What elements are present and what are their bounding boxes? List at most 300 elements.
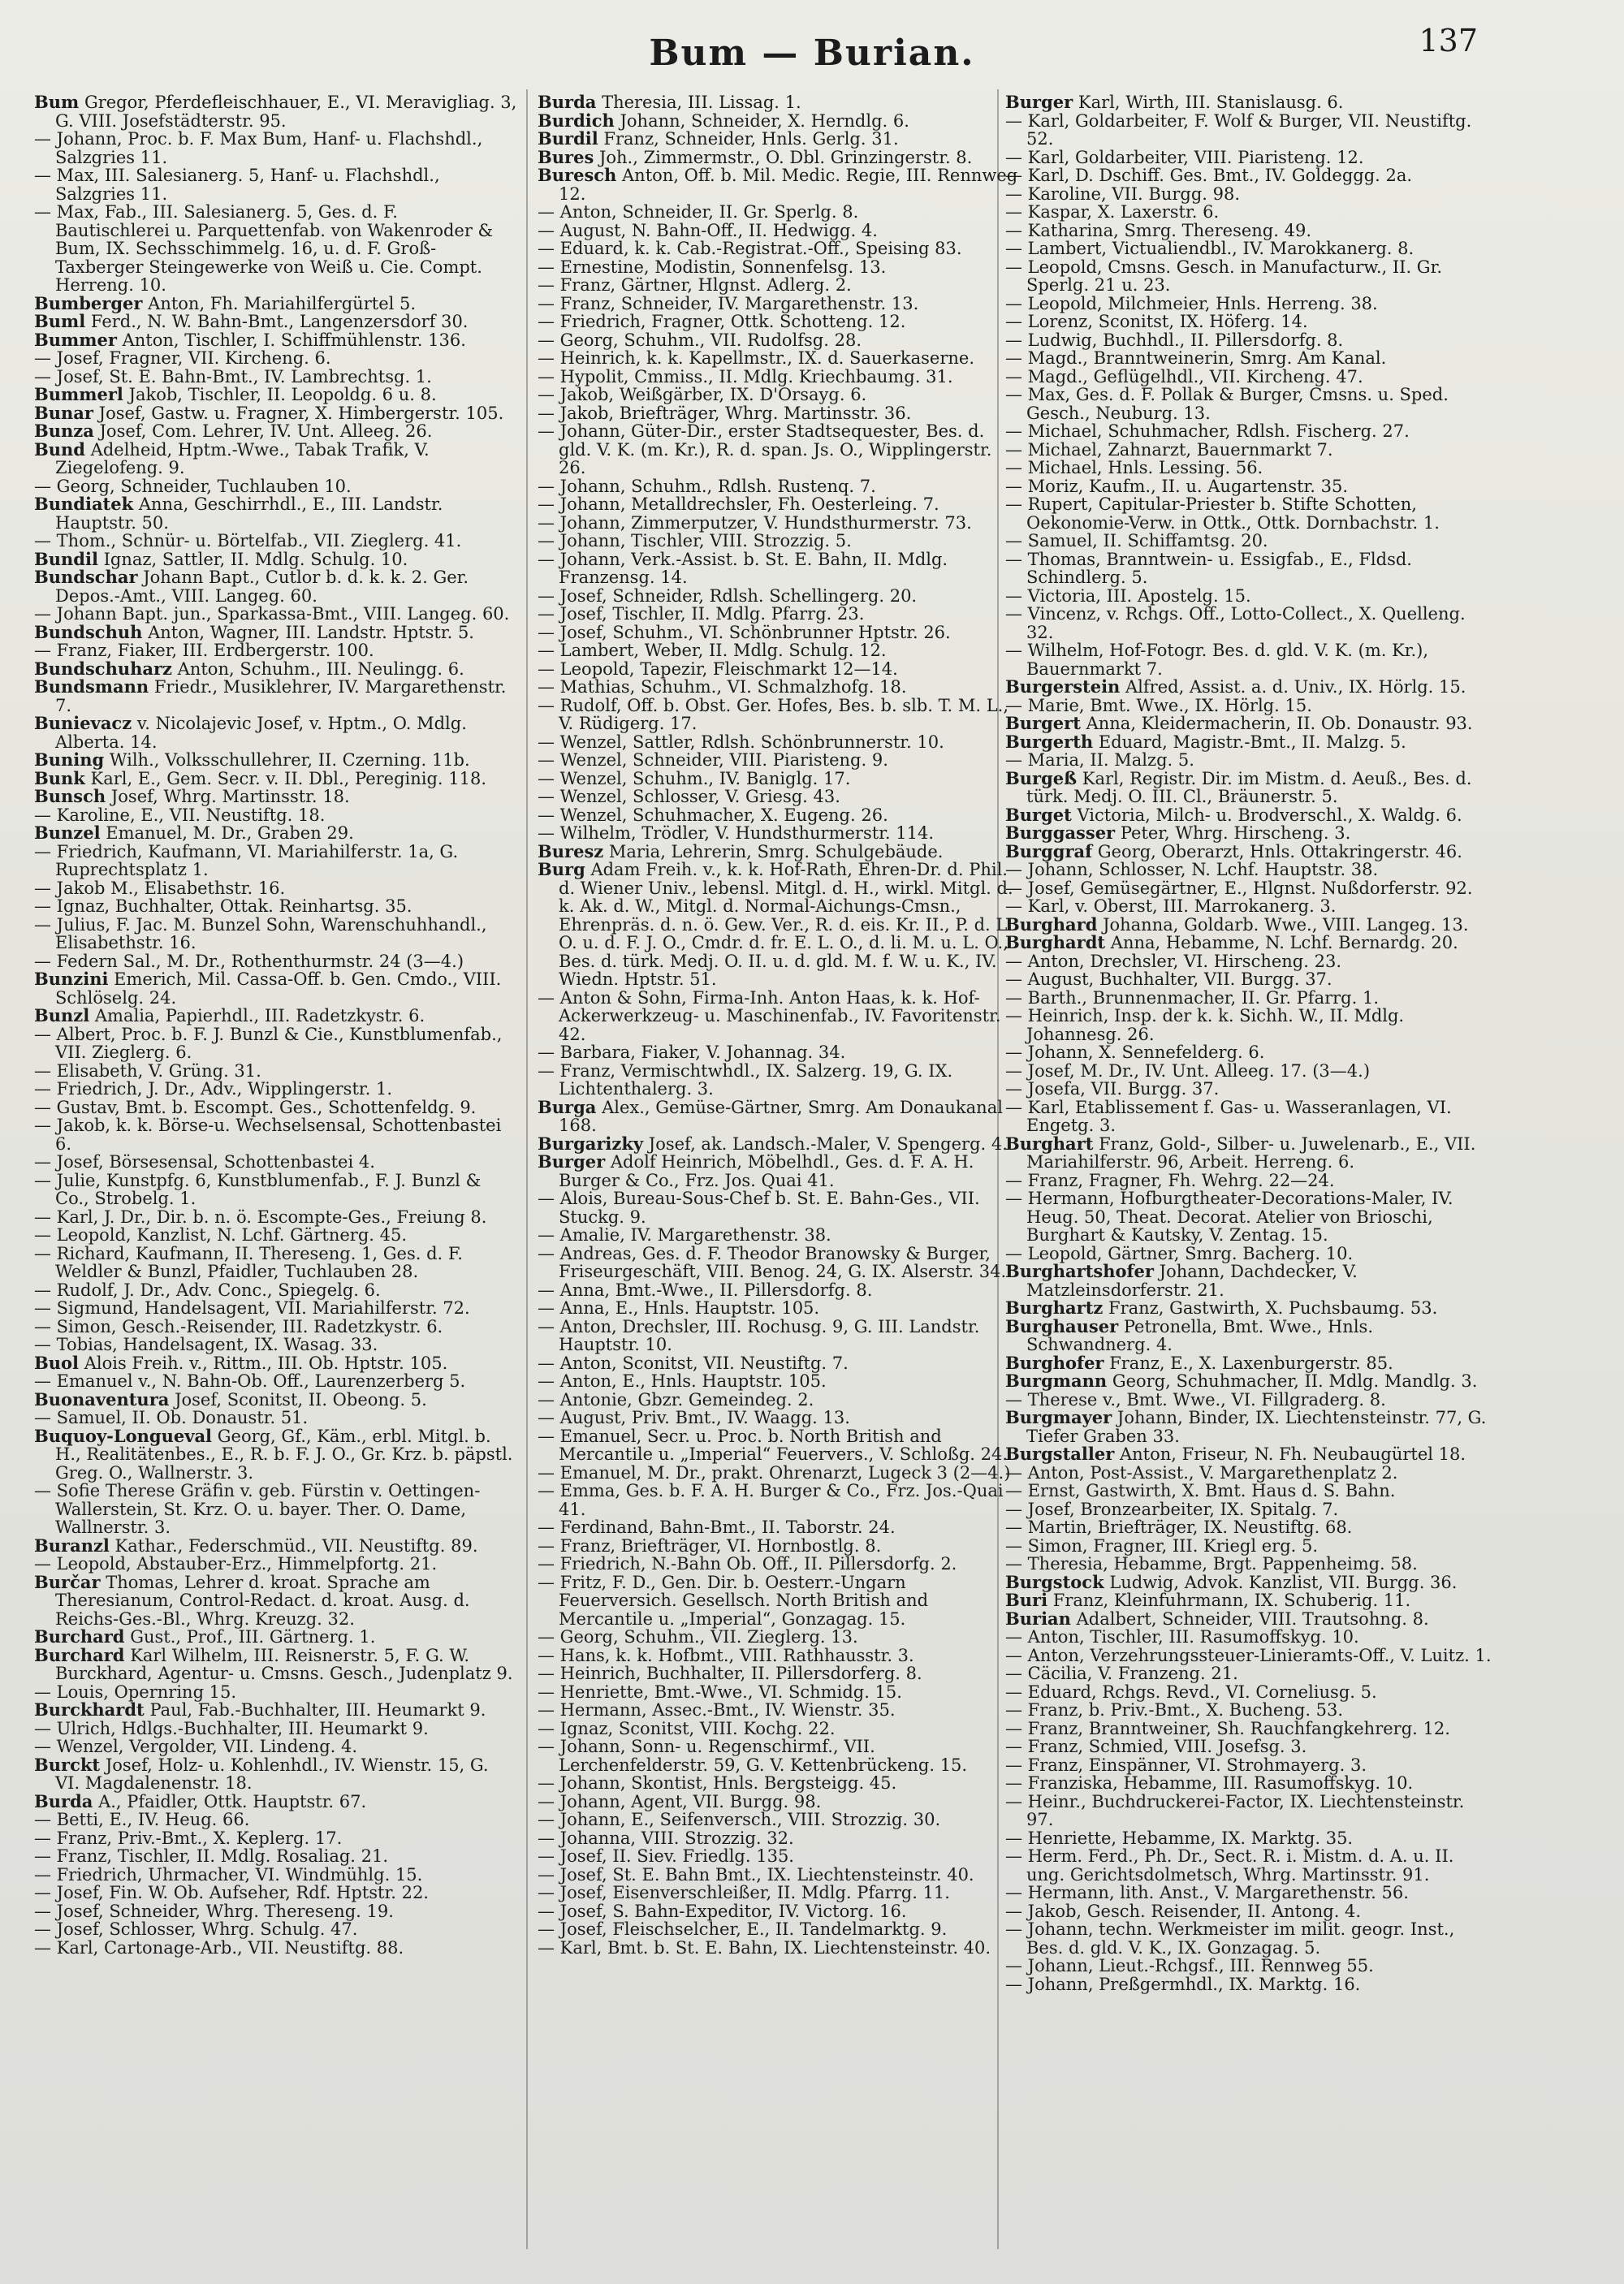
entry-text: — Leopold, Tapezir, Fleischmarkt 12—14. — [538, 658, 898, 679]
entry-text: — Samuel, II. Schiffamtsg. 20. — [1005, 531, 1268, 550]
directory-entry — [1005, 313, 1492, 331]
directory-entry — [34, 313, 517, 331]
directory-entry — [1005, 368, 1492, 386]
entry-text: — August, N. Bahn-Off., II. Hedwigg. 4. — [538, 220, 878, 240]
entry-text: — Herm. Ferd., Ph. Dr., Sect. R. i. Mistm. d. A. u. II. ung. Gerichtsdolmetsch, Whrg. Martinsstr. 91. — [1005, 1846, 1454, 1885]
entry-text: Karl, E., Gem. Secr. v. II. Dbl., Pereginig. 118. — [90, 768, 487, 788]
entry-surname: Buml — [34, 311, 86, 331]
entry-surname: Bunievacz — [34, 713, 132, 733]
directory-entry — [34, 751, 517, 770]
directory-entry — [34, 1683, 517, 1702]
entry-surname: Bunzel — [34, 822, 101, 843]
directory-entry — [1005, 1189, 1492, 1245]
directory-entry — [538, 1738, 1021, 1774]
entry-text: — Franz, Einspänner, VI. Strohmayerg. 3. — [1005, 1755, 1367, 1775]
entry-text: — Victoria, III. Apostelg. 15. — [1005, 585, 1251, 606]
entry-text: Alex., Gemüse-Gärtner, Smrg. Am Donaukanal 168. — [559, 1097, 1003, 1135]
directory-entry — [538, 368, 1021, 386]
directory-entry — [1005, 1172, 1492, 1190]
entry-text: — Michael, Schuhmacher, Rdlsh. Fischerg. 27. — [1005, 421, 1410, 441]
entry-surname: Burghauser — [1005, 1315, 1119, 1336]
directory-entry — [1005, 897, 1492, 916]
directory-entry — [1005, 1043, 1492, 1062]
directory-entry — [538, 1537, 1021, 1556]
directory-entry — [538, 1135, 1021, 1154]
directory-entry — [34, 1644, 517, 1683]
entry-text: — Jakob, Briefträger, Whrg. Martinsstr. 36. — [538, 403, 912, 423]
directory-entry — [1005, 840, 1492, 861]
entry-surname: Buresz — [538, 840, 604, 861]
entry-text: — Julius, F. Jac. M. Bunzel Sohn, Warenschuhhandl., Elisabethstr. 16. — [34, 914, 487, 952]
entry-text: Alfred, Assist. a. d. Univ., IX. Hörlg. 15. — [1125, 677, 1466, 697]
entry-text: Adolf Heinrich, Möbelhdl., Ges. d. F. A. H. Burger & Co., Frz. Jos. Quai 41. — [559, 1152, 974, 1190]
directory-entry — [34, 404, 517, 423]
directory-entry — [34, 1299, 517, 1318]
entry-text: — Johann, Tischler, VIII. Strozzig. 5. — [538, 531, 852, 550]
directory-entry — [538, 770, 1021, 788]
directory-entry — [538, 1096, 1021, 1135]
directory-entry — [1005, 1847, 1492, 1884]
entry-text: Josef, Holz- u. Kohlenhdl., IV. Wienstr. 15, G. VI. Magdalenenstr. 18. — [55, 1755, 489, 1793]
entry-text: — Anna, E., Hnls. Hauptstr. 105. — [538, 1298, 820, 1318]
directory-entry — [34, 806, 517, 825]
entry-text: — Georg, Schuhm., VII. Rudolfsg. 28. — [538, 330, 862, 350]
directory-entry — [538, 1482, 1021, 1518]
entry-surname: Bunar — [34, 402, 93, 423]
directory-entry — [1005, 185, 1492, 204]
directory-entry — [538, 989, 1021, 1044]
entry-surname: Burghofer — [1005, 1352, 1104, 1373]
directory-entry — [34, 1701, 517, 1720]
directory-entry — [1005, 824, 1492, 843]
directory-entry — [538, 1062, 1021, 1099]
entry-text: — Franz, Schneider, IV. Margarethenstr. 13. — [538, 293, 919, 313]
directory-entry — [34, 1902, 517, 1921]
entry-text: Josef, Sconitst, II. Obeong. 5. — [175, 1389, 427, 1410]
directory-entry — [1005, 1445, 1492, 1464]
directory-entry — [34, 1208, 517, 1227]
entry-text: — Josef, Schneider, Whrg. Thereseng. 19. — [34, 1901, 394, 1921]
entry-text: — Katharina, Smrg. Thereseng. 49. — [1005, 220, 1311, 240]
directory-entry — [1005, 203, 1492, 222]
entry-text: — Josef, Fleischselcher, E., II. Tandelmarktg. 9. — [538, 1919, 948, 1939]
entry-surname: Buol — [34, 1352, 80, 1373]
entry-surname: Burian — [1005, 1608, 1071, 1629]
directory-entry — [1005, 767, 1492, 806]
entry-text: Anton, Friseur, N. Fh. Neubaugürtel 18. — [1119, 1444, 1466, 1464]
directory-entry — [538, 532, 1021, 550]
entry-text: — Max, III. Salesianerg. 5, Hanf- u. Flachshdl., Salzgries 11. — [34, 166, 440, 204]
entry-text: — Amalie, IV. Margarethenstr. 38. — [538, 1225, 831, 1245]
directory-entry — [1005, 1610, 1492, 1629]
entry-text: Petronella, Bmt. Wwe., Hnls. Schwandnerg. 4. — [1026, 1316, 1373, 1354]
entry-text: Emanuel, M. Dr., Graben 29. — [106, 823, 354, 843]
entry-text: Jakob, Tischler, II. Leopoldg. 6 u. 8. — [128, 385, 437, 404]
entry-text: — Maria, II. Malzg. 5. — [1005, 750, 1194, 770]
entry-text: Josef, Com. Lehrer, IV. Unt. Alleeg. 26. — [99, 421, 433, 441]
entry-text: — Heinrich, Buchhalter, II. Pillersdorferg. 8. — [538, 1664, 922, 1683]
entry-text: Karl, Wirth, III. Stanislausg. 6. — [1078, 93, 1344, 112]
directory-entry — [34, 93, 517, 130]
entry-surname: Buresch — [538, 165, 617, 185]
entry-text: Karl, Registr. Dir. im Mistm. d. Aeuß., Bes. d. türk. Medj. O. III. Cl., Bräunerstr. 5. — [1026, 768, 1472, 806]
directory-entry — [538, 1866, 1021, 1885]
entry-text: — Franz, Fragner, Fh. Wehrg. 22—24. — [1005, 1170, 1335, 1190]
entry-text: — Anton, Post-Assist., V. Margarethenplatz 2. — [1005, 1462, 1398, 1483]
directory-entry — [538, 495, 1021, 514]
entry-text: — Karoline, VII. Burgg. 98. — [1005, 183, 1241, 204]
directory-entry — [1005, 1957, 1492, 1975]
directory-entry — [538, 1354, 1021, 1373]
directory-entry — [1005, 222, 1492, 240]
entry-text: — Thom., Schnür- u. Börtelfab., VII. Zieglerg. 41. — [34, 531, 462, 550]
directory-entry — [34, 422, 517, 441]
entry-surname: Burda — [538, 93, 597, 112]
entry-text: Georg, Gf., Käm., erbl. Mitgl. b. H., Realitätenbes., E., R. b. F. J. O., Gr. Krz. b. päpstl. Greg. O., Wallnerstr. 3. — [55, 1426, 513, 1483]
entry-text: Anton, Wagner, III. Landstr. Hptstr. 5. — [148, 622, 474, 642]
entry-text: — Heinrich, k. k. Kapellmstr., IX. d. Sauerkaserne. — [538, 348, 975, 368]
entry-text: — August, Priv. Bmt., IV. Waagg. 13. — [538, 1408, 850, 1427]
directory-entry — [1005, 1354, 1492, 1373]
entry-text: — Emanuel v., N. Bahn-Ob. Off., Laurenzerberg 5. — [34, 1371, 466, 1391]
entry-text: — Henriette, Bmt.-Wwe., VI. Schmidg. 15. — [538, 1682, 902, 1702]
directory-entry — [1005, 112, 1492, 149]
entry-surname: Burdich — [538, 110, 615, 131]
directory-entry — [34, 438, 517, 477]
entry-text: Franz, Kleinfuhrmann, IX. Schuberig. 11. — [1052, 1591, 1411, 1610]
entry-text: — Josef, Fragner, VII. Kircheng. 6. — [34, 348, 331, 368]
entry-text: — Lambert, Victualiendbl., IV. Marokkanerg. 8. — [1005, 239, 1415, 258]
entry-text: — Albert, Proc. b. F. J. Bunzl & Cie., Kunstblumenfab., VII. Zieglerg. 6. — [34, 1024, 503, 1062]
entry-surname: Burchard — [34, 1626, 125, 1647]
entry-text: — Jakob M., Elisabethstr. 16. — [34, 878, 286, 898]
entry-text: — Franz, Priv.-Bmt., X. Keplerg. 17. — [34, 1828, 343, 1848]
directory-entry — [538, 1043, 1021, 1062]
directory-entry — [34, 166, 517, 203]
directory-entry — [34, 970, 517, 1007]
directory-entry — [538, 93, 1021, 112]
entry-text: — Josef, Gemüsegärtner, E., Hlgnst. Nußdorferstr. 92. — [1005, 878, 1473, 898]
directory-entry — [34, 788, 517, 806]
directory-entry — [1005, 1391, 1492, 1410]
directory-entry — [1005, 1409, 1492, 1445]
directory-entry — [1005, 149, 1492, 167]
entry-surname: Bunza — [34, 421, 94, 441]
entry-surname: Bundschuharz — [34, 658, 172, 679]
entry-text: — Anton & Sohn, Firma-Inh. Anton Haas, k. k. Hof-Ackerwerkzeug- u. Maschinenfab., IV. Favoritenstr. 42. — [538, 987, 1001, 1044]
directory-entry — [34, 1281, 517, 1300]
entry-surname: Burgmann — [1005, 1371, 1108, 1391]
entry-text: — Simon, Gesch.-Reisender, III. Radetzkystr. 6. — [34, 1316, 443, 1336]
column-1 — [34, 93, 517, 2253]
directory-entry — [1005, 1683, 1492, 1702]
entry-text: — Johann, Metalldrechsler, Fh. Oesterleing. 7. — [538, 494, 939, 514]
entry-text: — Max, Fab., III. Salesianerg. 5, Ges. d. F. Bautischlerei u. Parquettenfab. von Wakenroder & Bum, IX. Sechsschimmelg. 16, u. d. F. Groß-Taxberger Steingewerke von Weiß u. Cie. Compt. Herreng. 10. — [34, 202, 494, 295]
entry-text: — Hypolit, Cmmiss., II. Mdlg. Kriechbaumg. 31. — [538, 366, 953, 386]
page-header — [0, 8, 1624, 97]
entry-text: Anton, Fh. Mariahilfergürtel 5. — [148, 293, 417, 313]
directory-entry — [1005, 1975, 1492, 1994]
entry-text: — Wilhelm, Trödler, V. Hundsthurmerstr. 114. — [538, 823, 935, 843]
directory-entry — [538, 1372, 1021, 1391]
entry-text: — Johann Bapt. jun., Sparkassa-Bmt., VIII. Langeg. 60. — [34, 604, 510, 624]
entry-text: — Johann, techn. Werkmeister im milit. geogr. Inst., Bes. d. gld. V. K., IX. Gonzagag. 5. — [1005, 1919, 1455, 1958]
entry-text: — Johann, Verk.-Assist. b. St. E. Bahn, II. Mdlg. Franzensg. 14. — [538, 549, 948, 587]
directory-entry — [1005, 1738, 1492, 1756]
entry-text: Friedr., Musiklehrer, IV. Margarethenstr. 7. — [55, 677, 507, 715]
directory-entry — [538, 1464, 1021, 1483]
directory-entry — [538, 276, 1021, 295]
entry-text: — Ignaz, Sconitst, VIII. Kochg. 22. — [538, 1718, 836, 1738]
entry-text: — Johann, Lieut.-Rchgsf., III. Rennweg 55. — [1005, 1956, 1374, 1975]
directory-entry — [538, 641, 1021, 660]
directory-entry — [34, 678, 517, 715]
entry-text: — Georg, Schuhm., VII. Zieglerg. 13. — [538, 1627, 858, 1647]
entry-text: Johann Bapt., Cutlor b. d. k. k. 2. Ger. Depos.-Amt., VIII. Langeg. 60. — [55, 568, 469, 606]
directory-entry — [1005, 1571, 1492, 1592]
directory-entry — [538, 678, 1021, 697]
directory-entry — [538, 605, 1021, 624]
entry-surname: Burghartz — [1005, 1297, 1104, 1318]
entry-text: — Hermann, Hofburgtheater-Decorations-Maler, IV. Heug. 50, Theat. Decorat. Atelier von Brioschi, Burghart & Kautsky, V. Zentag. 15. — [1005, 1189, 1453, 1245]
entry-text: Johann, Dachdecker, V. Matzleinsdorferstr. 21. — [1026, 1262, 1358, 1300]
entry-text: — Emanuel, M. Dr., prakt. Ohrenarzt, Lugeck 3 (2—4.) — [538, 1462, 1011, 1483]
entry-text: — Federn Sal., M. Dr., Rothenthurmstr. 24 (3—4.) — [34, 951, 464, 971]
entry-surname: Burger — [1005, 93, 1073, 112]
entry-surname: Burda — [34, 1790, 93, 1811]
entry-text: — Leopold, Gärtner, Smrg. Bacherg. 10. — [1005, 1243, 1354, 1263]
directory-entry — [1005, 386, 1492, 422]
directory-entry — [34, 1482, 517, 1537]
entry-text: — Franz, Gärtner, Hlgnst. Adlerg. 2. — [538, 275, 852, 295]
entry-text: — Henriette, Hebamme, IX. Marktg. 35. — [1005, 1828, 1354, 1848]
entry-text: — Franz, Briefträger, VI. Hornbostlg. 8. — [538, 1535, 882, 1556]
directory-entry — [538, 624, 1021, 642]
entry-surname: Burgarizky — [538, 1133, 644, 1154]
entry-surname: Bunzini — [34, 969, 109, 989]
entry-text: — Fritz, F. D., Gen. Dir. b. Oesterr.-Ungarn Feuerversich. Gesellsch. North British and Mercantile u. „Imperial“, Gonzagag. 15. — [538, 1572, 929, 1629]
entry-surname: Burget — [1005, 804, 1072, 825]
page-number: 137 — [1419, 23, 1478, 58]
directory-entry — [1005, 1245, 1492, 1263]
directory-entry — [538, 788, 1021, 806]
directory-entry — [1005, 1315, 1492, 1354]
entry-text: — Martin, Briefträger, IX. Neustiftg. 68. — [1005, 1518, 1353, 1537]
directory-entry — [34, 1354, 517, 1373]
directory-entry — [34, 331, 517, 350]
entry-text: — Barth., Brunnenmacher, II. Gr. Pfarrg. 1. — [1005, 987, 1380, 1008]
entry-text: — Karl, v. Oberst, III. Marrokanerg. 3. — [1005, 896, 1337, 916]
entry-text: Gregor, Pferdefleischhauer, E., VI. Meravigliag. 3, G. VIII. Josefstädterstr. 95. — [55, 93, 517, 131]
entry-surname: Buning — [34, 749, 105, 770]
entry-text: — Karl, Cartonage-Arb., VII. Neustiftg. 88. — [34, 1937, 404, 1958]
directory-entry — [34, 641, 517, 660]
entry-text: — Cäcilia, V. Franzeng. 21. — [1005, 1664, 1238, 1683]
directory-entry — [1005, 550, 1492, 587]
entry-surname: Burggasser — [1005, 822, 1116, 843]
entry-text: — Josef, Bronzearbeiter, IX. Spitalg. 7. — [1005, 1499, 1339, 1519]
entry-text: Gust., Prof., III. Gärtnerg. 1. — [130, 1627, 376, 1647]
directory-entry — [538, 1701, 1021, 1720]
directory-entry — [1005, 934, 1492, 952]
entry-text: — Thomas, Branntwein- u. Essigfab., E., Fldsd. Schindlerg. 5. — [1005, 549, 1412, 587]
directory-entry — [538, 733, 1021, 752]
directory-entry — [538, 1628, 1021, 1647]
entry-text: Franz, Gastwirth, X. Puchsbaumg. 53. — [1108, 1298, 1438, 1318]
directory-entry — [1005, 1482, 1492, 1500]
directory-entry — [34, 292, 517, 313]
entry-text: Peter, Whrg. Hirscheng. 3. — [1120, 823, 1351, 843]
directory-entry — [538, 1647, 1021, 1665]
entry-text: — Wenzel, Sattler, Rdlsh. Schönbrunnerstr. 10. — [538, 732, 944, 752]
entry-text: — Andreas, Ges. d. F. Theodor Branowsky & Burger, Friseurgeschäft, VIII. Benog. 24, G. IX. Alserstr. 34. — [538, 1243, 1007, 1281]
directory-entry — [1005, 1500, 1492, 1519]
entry-text: — Franz, Fiaker, III. Erdbergerstr. 100. — [34, 641, 374, 660]
entry-text: — Josef, St. E. Bahn Bmt., IX. Liechtensteinstr. 40. — [538, 1864, 974, 1885]
directory-entry — [34, 767, 517, 788]
directory-entry — [538, 313, 1021, 331]
directory-entry — [1005, 861, 1492, 879]
directory-entry — [34, 203, 517, 295]
entry-surname: Bundiatek — [34, 494, 134, 514]
directory-entry — [34, 532, 517, 550]
directory-entry — [538, 514, 1021, 533]
directory-entry — [538, 751, 1021, 770]
entry-text: Alois Freih. v., Rittm., III. Ob. Hptstr. 105. — [84, 1353, 448, 1373]
entry-surname: Burg — [538, 859, 585, 879]
directory-entry — [1005, 1628, 1492, 1647]
directory-entry — [34, 1866, 517, 1885]
entry-text: — Karl, J. Dr., Dir. b. n. ö. Escompte-Ges., Freiung 8. — [34, 1207, 487, 1227]
entry-surname: Bummerl — [34, 384, 123, 404]
directory-entry — [34, 1153, 517, 1172]
directory-entry — [34, 1062, 517, 1081]
directory-entry — [1005, 1464, 1492, 1483]
entry-text: — Gustav, Bmt. b. Escompt. Ges., Schottenfeldg. 9. — [34, 1097, 477, 1117]
entry-surname: Burghard — [1005, 913, 1098, 935]
directory-entry — [538, 349, 1021, 368]
directory-entry — [34, 1756, 517, 1793]
directory-entry — [538, 587, 1021, 606]
directory-entry — [1005, 879, 1492, 898]
entry-text: Thomas, Lehrer d. kroat. Sprache am Theresianum, Control-Redact. d. kroat. Ausg. d. Reichs-Ges.-Bl., Whrg. Kreuzg. 32. — [55, 1572, 470, 1629]
directory-entry — [1005, 1299, 1492, 1318]
entry-text: — Wenzel, Schuhm., IV. Baniglg. 17. — [538, 768, 851, 788]
directory-entry — [34, 550, 517, 569]
entry-surname: Burggraf — [1005, 840, 1093, 861]
entry-surname: Burckhardt — [34, 1699, 145, 1720]
directory-entry — [1005, 258, 1492, 295]
entry-text: — Franz, Schmied, VIII. Josefsg. 3. — [1005, 1737, 1307, 1756]
entry-text: — Moriz, Kaufm., II. u. Augartenstr. 35. — [1005, 476, 1349, 496]
entry-surname: Burghartshofer — [1005, 1261, 1154, 1281]
directory-entry — [538, 404, 1021, 423]
entry-text: — Wilhelm, Hof-Fotogr. Bes. d. gld. V. K. (m. Kr.), Bauernmarkt 7. — [1005, 641, 1429, 679]
directory-entry — [538, 1774, 1021, 1793]
entry-text: Amalia, Papierhdl., III. Radetzkystr. 6. — [94, 1006, 425, 1025]
entry-text: — Marie, Bmt. Wwe., IX. Hörlg. 15. — [1005, 695, 1312, 715]
entry-text: — Anna, Bmt.-Wwe., II. Pillersdorfg. 8. — [538, 1280, 873, 1300]
entry-surname: Bures — [538, 146, 594, 167]
entry-text: — Friedrich, Uhrmacher, VI. Windmühlg. 15. — [34, 1864, 423, 1885]
entry-text: — Josef, Börsesensal, Schottenbastei 4. — [34, 1152, 375, 1172]
directory-entry — [34, 1920, 517, 1939]
entry-text: — Vincenz, v. Rchgs. Off., Lotto-Collect., X. Quelleng. 32. — [1005, 604, 1466, 642]
entry-text: — Josef, St. E. Bahn-Bmt., IV. Lambrechtsg. 1. — [34, 366, 432, 386]
directory-entry — [1005, 605, 1492, 641]
directory-entry — [34, 1427, 517, 1483]
entry-text: — Michael, Zahnarzt, Bauernmarkt 7. — [1005, 439, 1333, 460]
directory-entry — [538, 861, 1021, 989]
entry-text: Franz, E., X. Laxenburgerstr. 85. — [1109, 1353, 1393, 1373]
directory-entry — [1005, 495, 1492, 532]
entry-text: — Hermann, lith. Anst., V. Margarethenstr. 56. — [1005, 1883, 1409, 1902]
entry-text: Adam Freih. v., k. k. Hof-Rath, Ehren-Dr. d. Phil. d. Wiener Univ., lebensl. Mitgl. d. H., wirkl. Mitgl. d. k. Ak. d. W., Mitgl. d. Normal-Aichungs-Cmsn., Ehrenpräs. d. n. ö. Gew. Ver., R. d. eis. Kr. II., P. d. L. O. u. d. F. J. O., Cmdr. d. fr. E. L. O., d. li. M. u. L. O., Bes. d. türk. Medj. O. II. u. d. gld. M. f. W. u. K., IV. Wiedn. Hptstr. 51. — [559, 860, 1013, 989]
directory-entry — [538, 146, 1021, 167]
directory-entry — [34, 897, 517, 916]
entry-text: Emerich, Mil. Cassa-Off. b. Gen. Cmdo., VIII. Schlöselg. 24. — [55, 969, 502, 1008]
entry-text: — Rudolf, J. Dr., Adv. Conc., Spiegelg. 6. — [34, 1280, 381, 1300]
entry-text: Anna, Hebamme, N. Lchf. Bernardg. 20. — [1110, 933, 1458, 952]
entry-text: — Josef, Schneider, Rdlsh. Schellingerg. 20. — [538, 585, 918, 606]
directory-entry — [1005, 733, 1492, 752]
entry-text: — Lorenz, Sconitst, IX. Höferg. 14. — [1005, 312, 1308, 331]
entry-text: — Ernst, Gastwirth, X. Bmt. Haus d. S. Bahn. — [1005, 1481, 1396, 1500]
entry-text: — Therese v., Bmt. Wwe., VI. Fillgraderg. 8. — [1005, 1389, 1386, 1410]
directory-entry — [538, 1409, 1021, 1427]
entry-text: — Johann, Schlosser, N. Lchf. Hauptstr. 38. — [1005, 860, 1379, 879]
directory-entry — [538, 1884, 1021, 1902]
column-2 — [538, 93, 1021, 2253]
entry-text: — Leopold, Milchmeier, Hnls. Herreng. 38. — [1005, 293, 1378, 313]
entry-surname: Buquoy-Longueval — [34, 1425, 213, 1446]
entry-text: — Johanna, VIII. Strozzig. 32. — [538, 1828, 794, 1848]
directory-entry — [538, 1664, 1021, 1683]
entry-surname: Buonaventura — [34, 1388, 170, 1410]
entry-text: — Josef, M. Dr., IV. Unt. Alleeg. 17. (3—4.) — [1005, 1060, 1371, 1081]
entry-text: — Franziska, Hebamme, III. Rasumoffskyg. 10. — [1005, 1773, 1414, 1793]
entry-text: — Karl, Etablissement f. Gas- u. Wasseranlagen, VI. Engetg. 3. — [1005, 1097, 1452, 1135]
directory-entry — [1005, 1774, 1492, 1793]
entry-text: — Mathias, Schuhm., VI. Schmalzhofg. 18. — [538, 677, 907, 697]
entry-text: — Franz, Vermischtwhdl., IX. Salzerg. 19, G. IX. Lichtenthalerg. 3. — [538, 1060, 953, 1099]
entry-text: — Josefa, VII. Burgg. 37. — [1005, 1079, 1220, 1099]
directory-entry — [34, 715, 517, 751]
entry-surname: Bund — [34, 438, 85, 460]
entry-text: — Johann, Preßgermhdl., IX. Marktg. 16. — [1005, 1974, 1361, 1994]
entry-text: Ferd., N. W. Bahn-Bmt., Langenzersdorf 30. — [90, 312, 469, 331]
directory-entry — [34, 1790, 517, 1811]
directory-entry — [1005, 1555, 1492, 1574]
entry-surname: Burgstock — [1005, 1571, 1104, 1592]
directory-entry — [1005, 477, 1492, 496]
directory-entry — [34, 843, 517, 879]
directory-entry — [1005, 1756, 1492, 1775]
entry-text: Josef, ak. Landsch.-Maler, V. Spengerg. 4. — [648, 1133, 1008, 1154]
directory-entry — [1005, 1884, 1492, 1902]
entry-text: — Franz, Tischler, II. Mdlg. Rosaliag. 21. — [34, 1846, 389, 1866]
directory-entry — [1005, 1902, 1492, 1921]
directory-entry — [538, 166, 1021, 203]
entry-text: — Josef, S. Bahn-Expeditor, IV. Victorg. 16. — [538, 1901, 907, 1921]
entry-surname: Bummer — [34, 329, 117, 350]
directory-entry — [34, 1172, 517, 1208]
directory-entry — [538, 1281, 1021, 1300]
entry-text: — Max, Ges. d. F. Pollak & Burger, Cmsns. u. Sped. Gesch., Neuburg. 13. — [1005, 385, 1449, 423]
directory-entry — [34, 477, 517, 496]
directory-entry — [34, 1829, 517, 1848]
directory-entry — [1005, 1537, 1492, 1556]
